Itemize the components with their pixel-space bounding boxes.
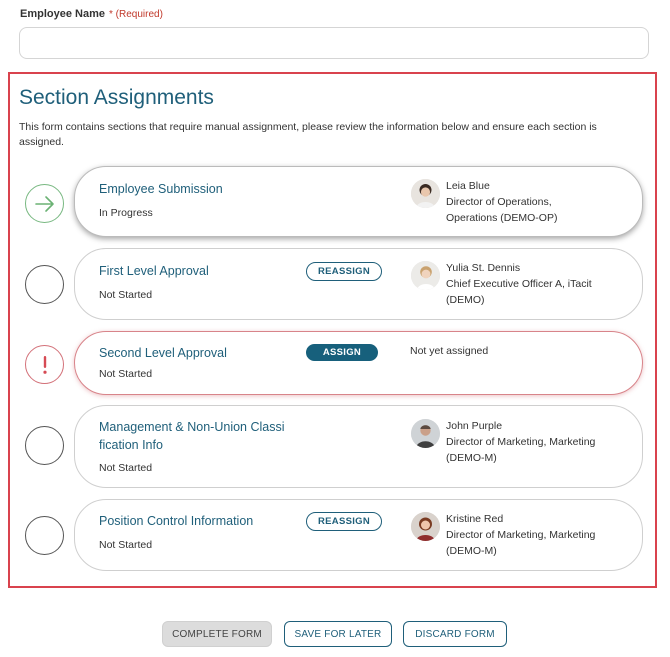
avatar — [411, 419, 440, 448]
assignee-dept: Operations (DEMO-OP) — [446, 212, 558, 224]
assignee-role: Director of Marketing, Marketing — [446, 529, 596, 541]
card-status: Not Started — [99, 462, 153, 474]
reassign-button[interactable]: REASSIGN — [306, 512, 382, 531]
card-status: Not Started — [99, 368, 153, 380]
employee-name-label — [20, 8, 163, 20]
card-status: In Progress — [99, 207, 153, 219]
card-title: Position Control Information — [99, 514, 254, 528]
assignee-dept: (DEMO-M) — [446, 452, 497, 464]
employee-name-input[interactable] — [19, 27, 649, 59]
section-card-management-classification[interactable] — [74, 405, 643, 488]
assignee-role: Director of Marketing, Marketing — [446, 436, 596, 448]
assign-button[interactable]: ASSIGN — [306, 344, 378, 361]
assignee-name: Yulia St. Dennis — [446, 262, 521, 274]
assignee-info — [446, 260, 592, 308]
assignee-role: Director of Operations, — [446, 196, 552, 208]
assignee-name: Kristine Red — [446, 513, 504, 525]
required-indicator: * (Required) — [108, 9, 163, 20]
save-for-later-button[interactable]: SAVE FOR LATER — [284, 621, 392, 647]
assignee-name: Leia Blue — [446, 180, 490, 192]
not-started-status-icon — [25, 265, 64, 304]
arrow-right-icon — [34, 195, 56, 213]
section-card-employee-submission[interactable] — [74, 166, 643, 237]
section-description: This form contains sections that require manual assignment, please review the information below and ensure each section is assigned. — [19, 121, 597, 148]
in-progress-status-icon — [25, 184, 64, 223]
exclamation-icon — [42, 355, 48, 375]
avatar — [411, 179, 440, 208]
not-started-status-icon — [25, 516, 64, 555]
assignee-dept: (DEMO-M) — [446, 545, 497, 557]
reassign-button[interactable]: REASSIGN — [306, 262, 382, 281]
card-status: Not Started — [99, 289, 153, 301]
section-card-first-level-approval[interactable] — [74, 248, 643, 320]
alert-status-icon — [25, 345, 64, 384]
card-title: First Level Approval — [99, 264, 209, 278]
avatar — [411, 512, 440, 541]
card-title-line: Management & Non-Union Classi — [99, 420, 285, 434]
assignee-role: Chief Executive Officer A, iTacit — [446, 278, 592, 290]
assignee-name: John Purple — [446, 420, 503, 432]
card-title-line: fication Info — [99, 438, 163, 452]
card-status: Not Started — [99, 539, 153, 551]
employee-name-label-text: Employee Name — [20, 8, 105, 20]
not-started-status-icon — [25, 426, 64, 465]
assignee-info — [446, 511, 595, 559]
assignee-info — [446, 178, 557, 226]
card-title — [99, 418, 285, 454]
discard-form-button[interactable]: DISCARD FORM — [403, 621, 507, 647]
assignee-dept: (DEMO) — [446, 294, 485, 306]
assignee-info — [446, 418, 595, 466]
section-title: Section Assignments — [19, 86, 214, 109]
section-card-position-control[interactable] — [74, 499, 643, 571]
card-title: Employee Submission — [99, 182, 223, 196]
card-title: Second Level Approval — [99, 346, 227, 360]
unassigned-text: Not yet assigned — [410, 345, 489, 357]
complete-form-button[interactable]: COMPLETE FORM — [162, 621, 272, 647]
avatar — [411, 261, 440, 290]
section-card-second-level-approval[interactable] — [74, 331, 643, 395]
